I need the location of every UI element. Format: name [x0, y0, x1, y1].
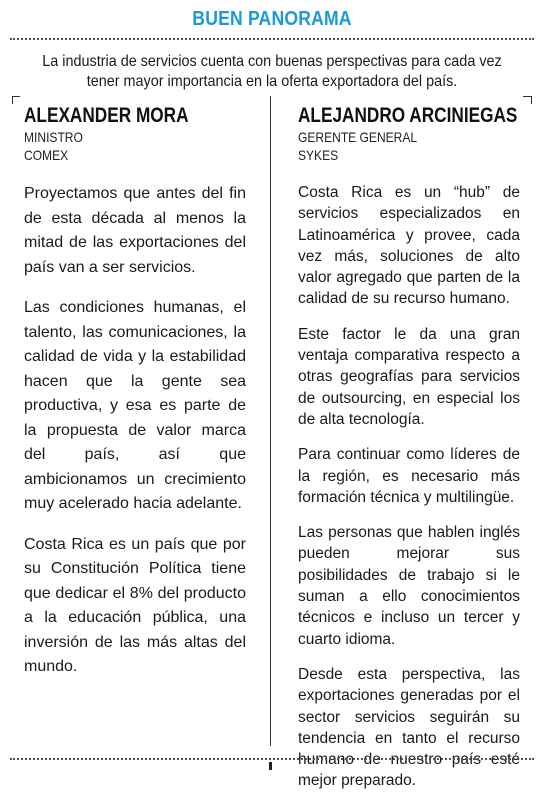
section-title: BUEN PANORAMA	[192, 8, 352, 30]
left-corner-bracket	[12, 96, 13, 104]
left-column	[24, 104, 246, 696]
right-speaker-organization: SYKES	[298, 147, 339, 163]
column-divider	[270, 96, 271, 746]
right-quote-body	[298, 182, 520, 792]
right-corner-bracket	[531, 96, 532, 104]
left-speaker-organization: COMEX	[24, 147, 69, 163]
top-dotted-divider	[10, 38, 534, 40]
right-paragraph: Desde esta perspectiva, las exportaciones generadas por el sector servicios seguirán su tendencia en tanto el recurso humano de nuestro país esté mejor preparado.	[298, 665, 520, 790]
intro-text: La industria de servicios cuenta con buenas perspectivas para cada vez tener mayor importancia en la oferta exportadora del país.	[42, 53, 502, 90]
right-corner-bar	[523, 96, 531, 97]
left-corner-bar	[12, 96, 20, 97]
right-speaker-name: ALEJANDRO ARCINIEGAS	[298, 104, 518, 127]
right-paragraph: Costa Rica es un “hub” de servicios especializados en Latinoamérica y provee, cada vez más, soluciones de alto valor agregado que parten de la calidad de su recurso humano.	[298, 184, 520, 308]
left-speaker-name: ALEXANDER MORA	[24, 104, 189, 127]
left-paragraph: Las condiciones humanas, el talento, las comunicaciones, la calidad de vida y la estabilidad hacen que la gente sea productiva, y esa es parte de la propuesta de valor marca del país, así que ambicionamos un crecimiento muy acelerado hacia adelante.	[24, 299, 246, 512]
right-paragraph: Este factor le da una gran ventaja comparativa respecto a otras geografías para servicios de outsourcing, en especial los de alta tecnología.	[298, 325, 520, 428]
right-speaker-title: GERENTE GENERAL	[298, 129, 418, 145]
right-column	[298, 104, 520, 806]
bottom-center-tick	[269, 762, 272, 770]
left-quote-body	[24, 182, 246, 680]
right-paragraph: Para continuar como líderes de la región, es necesario más formación técnica y multilingüe.	[298, 446, 520, 506]
bottom-dotted-divider	[10, 758, 534, 760]
left-paragraph: Costa Rica es un país que por su Constitución Política tiene que dedicar el 8% del producto a la educación pública, una inversión de las más altas del mundo.	[24, 535, 246, 675]
right-paragraph: Las personas que hablen inglés pueden mejorar sus posibilidades de trabajo si le suman a ello conocimientos técnicos e incluso un tercer y cuarto idioma.	[298, 524, 520, 648]
left-speaker-title: MINISTRO	[24, 129, 83, 145]
left-paragraph: Proyectamos que antes del fin de esta década al menos la mitad de las exportaciones del país van a ser servicios.	[24, 185, 246, 276]
